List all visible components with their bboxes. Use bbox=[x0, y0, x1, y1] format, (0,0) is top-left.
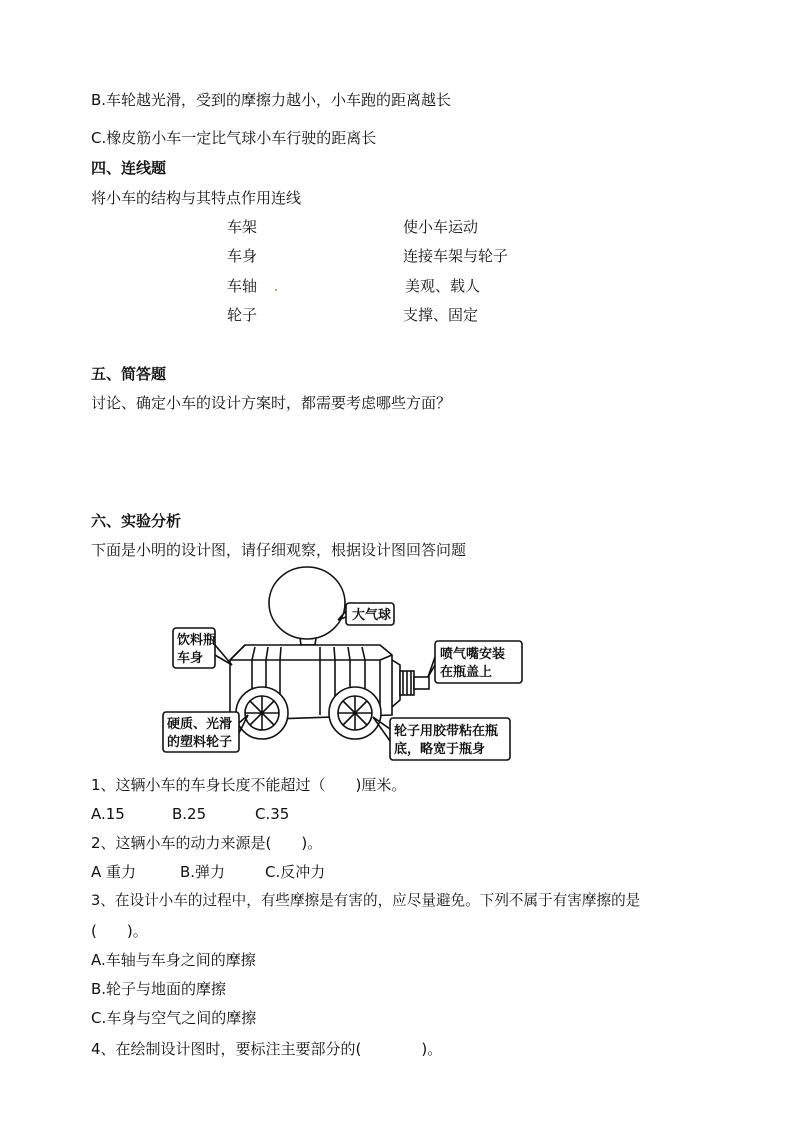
q2-option-c: C.反冲力 bbox=[265, 863, 326, 881]
callout-nozzle-1: 喷气嘴安装 bbox=[440, 647, 506, 662]
section4-instruction: 将小车的结构与其特点作用连线 bbox=[91, 189, 302, 207]
q1-option-c: C.35 bbox=[255, 805, 290, 823]
question-3-line-1: 3、在设计小车的过程中，有些摩擦是有害的，应尽量避免。下列不属于有害摩擦的是 bbox=[91, 892, 641, 909]
match-right-3: 美观、载人 bbox=[405, 277, 481, 295]
match-left-1: 车架 bbox=[227, 218, 258, 236]
option-b: B.车轮越光滑，受到的摩擦力越小，小车跑的距离越长 bbox=[91, 91, 452, 109]
q3-option-a: A.车轴与车身之间的摩擦 bbox=[91, 951, 256, 969]
q3-option-b: B.轮子与地面的摩擦 bbox=[91, 980, 227, 998]
q1-option-a: A.15 bbox=[91, 805, 125, 823]
stray-dot bbox=[275, 289, 277, 291]
match-left-2: 车身 bbox=[227, 247, 258, 265]
callout-tape-1: 轮子用胶带粘在瓶 bbox=[394, 724, 499, 739]
rear-wheel bbox=[236, 687, 288, 739]
callout-balloon: 大气球 bbox=[352, 608, 392, 623]
match-right-1: 使小车运动 bbox=[403, 218, 479, 236]
q3-option-c: C.车身与空气之间的摩擦 bbox=[91, 1009, 257, 1027]
callout-nozzle-2: 在瓶盖上 bbox=[440, 665, 493, 680]
callout-wheel-1: 硬质、光滑 bbox=[167, 717, 233, 732]
question-4: 4、在绘制设计图时，要标注主要部分的( )。 bbox=[91, 1040, 443, 1058]
section6-title: 六、实验分析 bbox=[91, 512, 182, 530]
q2-option-b: B.弹力 bbox=[180, 863, 226, 881]
callout-body-2: 车身 bbox=[177, 651, 204, 666]
section5-question: 讨论、确定小车的设计方案时，都需要考虑哪些方面？ bbox=[91, 394, 452, 412]
question-1: 1、这辆小车的车身长度不能超过（ )厘米。 bbox=[91, 776, 407, 794]
match-right-2: 连接车架与轮子 bbox=[403, 247, 509, 265]
callout-tape-2: 底，略宽于瓶身 bbox=[394, 742, 486, 757]
section5-title: 五、简答题 bbox=[91, 365, 167, 383]
question-2: 2、这辆小车的动力来源是( )。 bbox=[91, 834, 323, 852]
callout-body-1: 饮料瓶 bbox=[177, 633, 217, 648]
car-design-figure bbox=[160, 565, 530, 765]
section6-intro: 下面是小明的设计图，请仔细观察，根据设计图回答问题 bbox=[91, 541, 467, 559]
match-left-3: 车轴 bbox=[227, 277, 258, 295]
callout-wheel-2: 的塑料轮子 bbox=[167, 735, 233, 750]
question-3-line-2: ( )。 bbox=[91, 922, 148, 940]
section4-title: 四、连线题 bbox=[91, 159, 167, 177]
q1-option-b: B.25 bbox=[172, 805, 207, 823]
match-right-4: 支撑、固定 bbox=[403, 306, 479, 324]
balloon bbox=[269, 567, 345, 639]
option-c: C.橡皮筋小车一定比气球小车行驶的距离长 bbox=[91, 129, 377, 147]
match-left-4: 轮子 bbox=[227, 306, 258, 324]
q2-option-a: A 重力 bbox=[91, 863, 137, 881]
front-wheel bbox=[329, 687, 381, 739]
bottle-neck bbox=[392, 660, 400, 707]
